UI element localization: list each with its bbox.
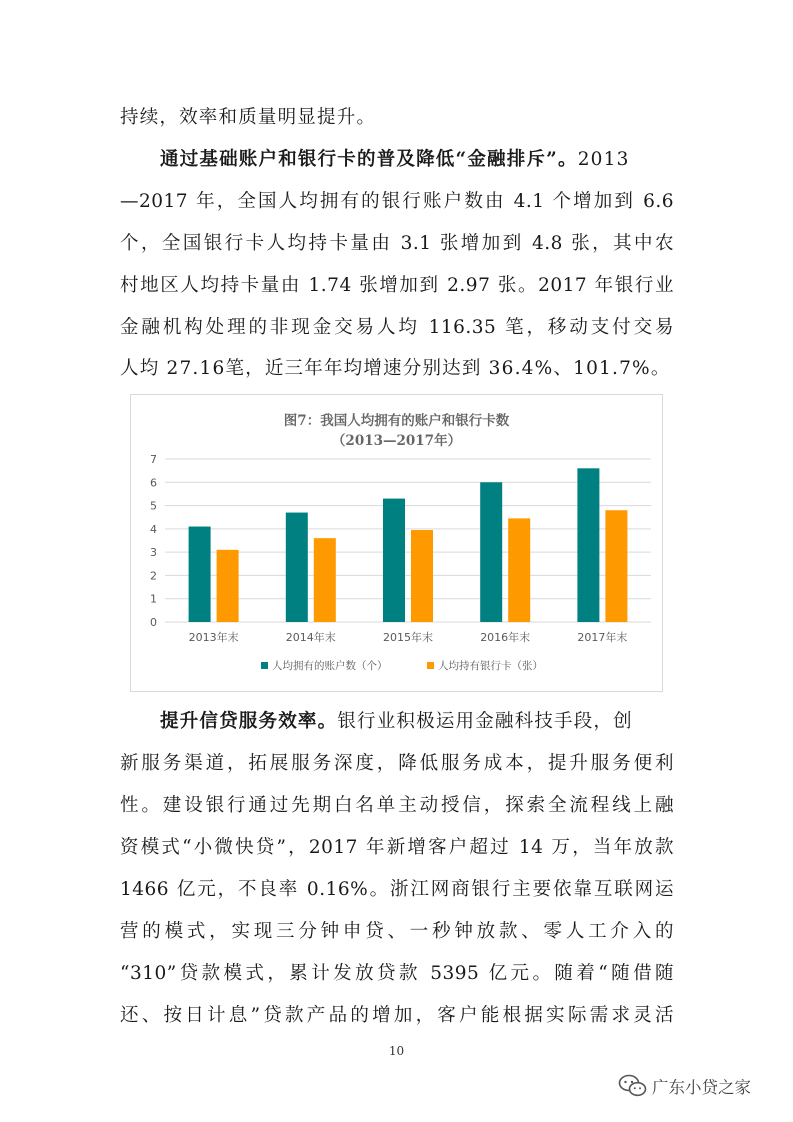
bar bbox=[217, 550, 239, 622]
y-tick-label: 0 bbox=[150, 616, 157, 629]
x-tick-label: 2017年末 bbox=[577, 631, 628, 644]
text-line: 村地区人均持卡量由 1.74 张增加到 2.97 张。2017 年银行业 bbox=[120, 275, 674, 296]
wechat-icon bbox=[618, 1073, 648, 1099]
bar bbox=[286, 513, 308, 622]
text-line: 个，全国银行卡人均持卡量由 3.1 张增加到 4.8 张，其中农 bbox=[120, 233, 674, 254]
y-tick-label: 4 bbox=[150, 522, 157, 536]
y-tick-label: 5 bbox=[150, 499, 157, 513]
text-line: 新服务渠道，拓展服务深度，降低服务成本，提升服务便利 bbox=[120, 753, 674, 774]
text-line: 营的模式，实现三分钟申贷、一秒钟放款、零人工介入的 bbox=[120, 921, 674, 942]
x-tick-label: 2014年末 bbox=[285, 631, 336, 644]
paragraph-1-first-line bbox=[160, 148, 674, 172]
bar bbox=[189, 527, 211, 622]
text-line-tail: 2013 bbox=[577, 149, 630, 170]
text-line: —2017 年，全国人均拥有的银行账户数由 4.1 个增加到 6.6 bbox=[120, 191, 674, 212]
legend-label: 人均持有银行卡（张） bbox=[438, 660, 543, 672]
bar bbox=[383, 499, 405, 622]
paragraph-heading: 通过基础账户和银行卡的普及降低“金融排斥”。 bbox=[160, 149, 578, 170]
chart-figure bbox=[130, 394, 663, 692]
paragraph-heading: 提升信贷服务效率。 bbox=[160, 711, 338, 732]
y-tick-label: 7 bbox=[150, 453, 157, 466]
bar-chart bbox=[131, 395, 662, 691]
bar bbox=[577, 468, 599, 622]
x-tick-label: 2016年末 bbox=[480, 631, 531, 644]
text-line: 1466 亿元，不良率 0.16%。浙江网商银行主要依靠互联网运 bbox=[120, 879, 674, 900]
legend-swatch bbox=[427, 662, 434, 669]
x-tick-label: 2013年末 bbox=[188, 631, 239, 644]
watermark-text: 广东小贷之家 bbox=[652, 1078, 751, 1097]
text-line: 人均 27.16笔，近三年年均增速分别达到 36.4%、101.7%。 bbox=[120, 358, 671, 379]
bar bbox=[605, 510, 627, 622]
y-tick-label: 1 bbox=[150, 592, 157, 606]
text-line: 资模式“小微快贷”，2017 年新增客户超过 14 万，当年放款 bbox=[120, 837, 674, 858]
x-tick-label: 2015年末 bbox=[383, 631, 433, 644]
text-line: 金融机构处理的非现金交易人均 116.35 笔，移动支付交易 bbox=[120, 317, 674, 338]
watermark bbox=[618, 1072, 751, 1100]
bar bbox=[411, 530, 433, 622]
bar bbox=[508, 518, 530, 622]
text-line: 性。建设银行通过先期白名单主动授信，探索全流程线上融 bbox=[120, 795, 674, 816]
chart-subtitle: （2013—2017年） bbox=[331, 433, 462, 449]
chart-title: 图7：我国人均拥有的账户和银行卡数 bbox=[283, 413, 510, 429]
text-line-tail: 银行业积极运用金融科技手段，创 bbox=[337, 711, 633, 732]
legend-swatch bbox=[261, 662, 268, 669]
y-tick-label: 2 bbox=[150, 569, 157, 583]
text-line: 还、按日计息”贷款产品的增加，客户能根据实际需求灵活 bbox=[120, 1005, 674, 1026]
page-number: 10 bbox=[388, 1044, 405, 1058]
text-line: “310”贷款模式，累计发放贷款 5395 亿元。随着“随借随 bbox=[120, 963, 674, 984]
y-tick-label: 3 bbox=[150, 546, 157, 560]
text-line: 持续，效率和质量明显提升。 bbox=[120, 107, 377, 128]
bar bbox=[480, 482, 502, 622]
bar bbox=[314, 538, 336, 622]
paragraph-2-first-line bbox=[160, 710, 674, 734]
legend-label: 人均拥有的账户数（个） bbox=[272, 660, 388, 672]
y-tick-label: 6 bbox=[150, 476, 157, 490]
